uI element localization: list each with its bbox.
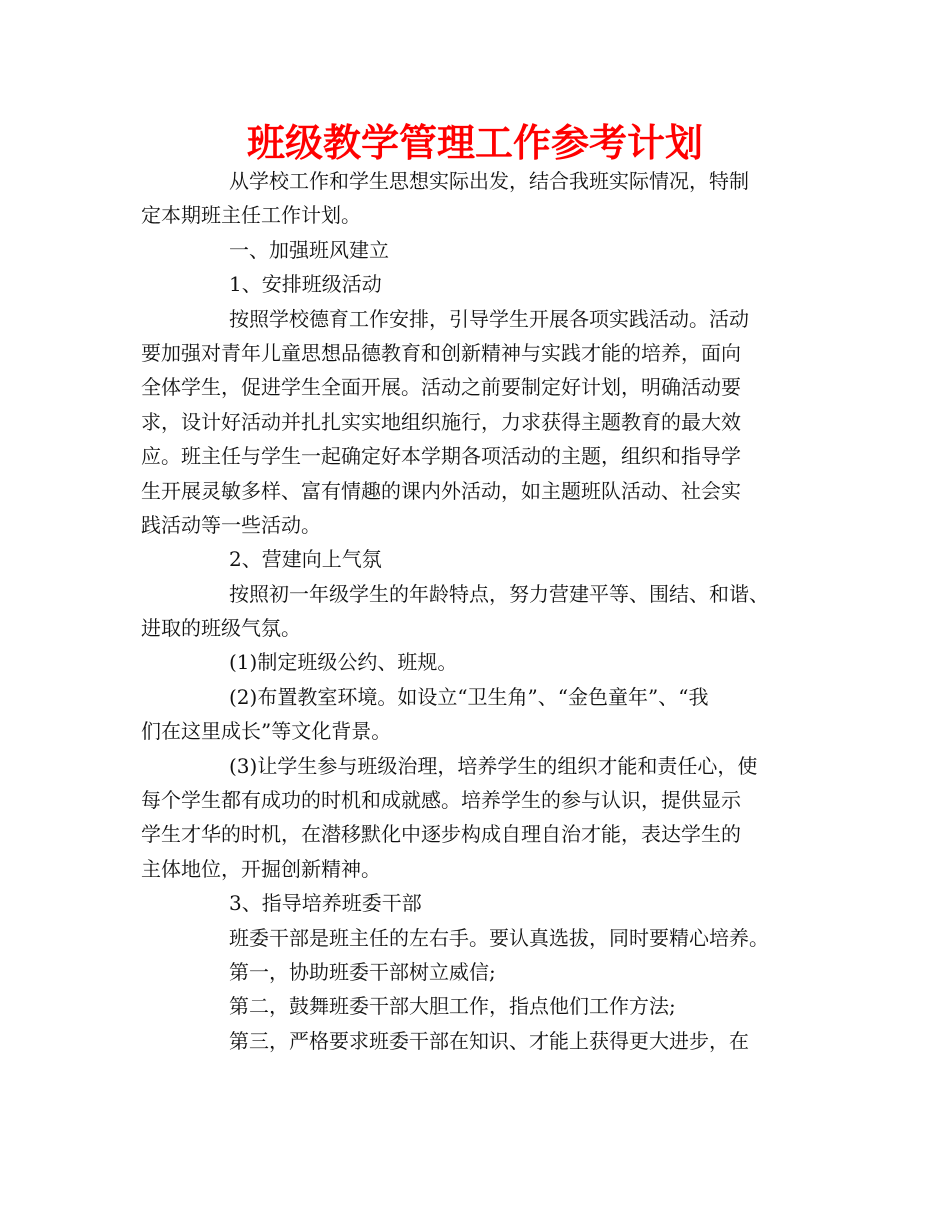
section-heading: 一、加强班风建立 — [229, 237, 389, 262]
list-item: 第三，严格要求班委干部在知识、才能上获得更大进步，在 — [229, 1028, 749, 1053]
subsection-heading: 3、指导培养班委干部 — [229, 891, 422, 916]
paragraph-line: 践活动等一些活动。 — [141, 512, 321, 537]
paragraph-line: 求，设计好活动并扎扎实实地组织施行，力求获得主题教育的最大效 — [141, 409, 741, 434]
paragraph-line: 每个学生都有成功的时机和成就感。培养学生的参与认识，提供显示 — [141, 788, 741, 813]
paragraph-line: 定本期班主任工作计划。 — [141, 203, 361, 228]
paragraph-line: 生开展灵敏多样、富有情趣的课内外活动，如主题班队活动、社会实 — [141, 478, 741, 503]
paragraph-line: 全体学生，促进学生全面开展。活动之前要制定好计划，明确活动要 — [141, 375, 741, 400]
list-item: 第一，协助班委干部树立威信; — [229, 959, 496, 984]
subsection-heading: 2、营建向上气氛 — [229, 547, 382, 572]
subsection-heading: 1、安排班级活动 — [229, 272, 382, 297]
list-item: (1)制定班级公约、班规。 — [229, 650, 458, 675]
paragraph-line: 要加强对青年儿童思想品德教育和创新精神与实践才能的培养，面向 — [141, 340, 741, 365]
paragraph-line: 按照初一年级学生的年龄特点，努力营建平等、围结、和谐、 — [229, 581, 769, 606]
paragraph-line: 按照学校德育工作安排，引导学生开展各项实践活动。活动 — [229, 306, 749, 331]
paragraph-line: 从学校工作和学生思想实际出发，结合我班实际情况，特制 — [229, 169, 749, 193]
paragraph-line: 们在这里成长”等文化背景。 — [141, 719, 392, 744]
paragraph-line: 进取的班级气氛。 — [141, 616, 301, 641]
paragraph-line: 主体地位，开掘创新精神。 — [141, 856, 381, 881]
list-item: (3)让学生参与班级治理，培养学生的组织才能和责任心，使 — [229, 753, 758, 778]
paragraph-line: 班委干部是班主任的左右手。要认真选拔，同时要精心培养。 — [229, 925, 769, 950]
document-body — [141, 164, 831, 1058]
document-title: 班级教学管理工作参考计划 — [246, 121, 703, 165]
list-item: 第二，鼓舞班委干部大胆工作，指点他们工作方法; — [229, 994, 676, 1019]
list-item: (2)布置教室环境。如设立“卫生角”、“金色童年”、“我 — [229, 684, 709, 709]
paragraph-line: 学生才华的时机，在潜移默化中逐步构成自理自治才能，表达学生的 — [141, 822, 741, 847]
paragraph-line: 应。班主任与学生一起确定好本学期各项活动的主题，组织和指导学 — [141, 444, 741, 469]
